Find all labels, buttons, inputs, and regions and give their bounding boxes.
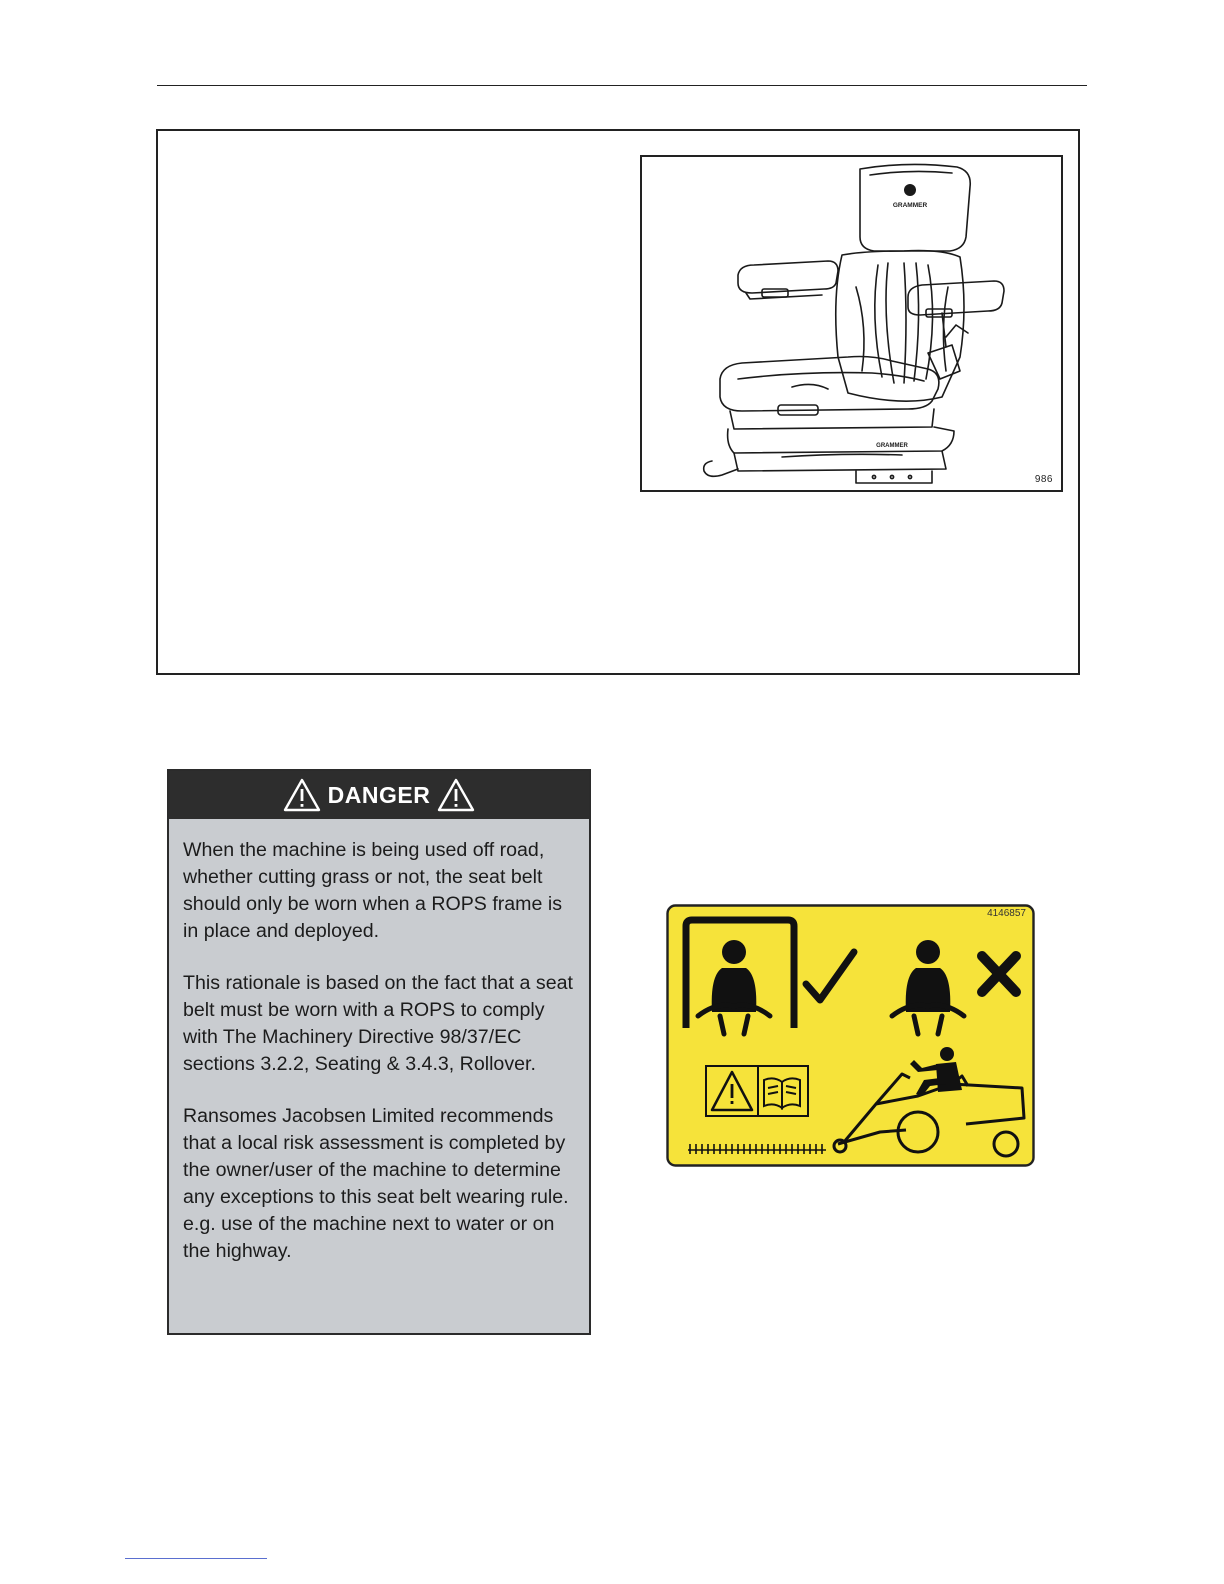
figure-number: 986 — [1034, 474, 1053, 485]
seat-figure — [640, 155, 1063, 492]
footer-link-underline — [125, 1558, 267, 1559]
danger-header — [169, 771, 589, 819]
danger-paragraph: When the machine is being used off road, whether cutting grass or not, the seat belt should only be worn when a ROPS frame is in place and deployed. — [183, 839, 562, 942]
warning-triangle-icon — [436, 777, 476, 813]
danger-body — [169, 819, 589, 1265]
grammer-base-label: GRAMMER — [876, 443, 908, 449]
danger-paragraph: This rationale is based on the fact that a seat belt must be worn with a ROPS to comply with The Machinery Directive 98/37/EC sections 3.2.2, Seating & 3.4.3, Rollover. — [183, 972, 573, 1075]
danger-notice — [167, 769, 591, 1335]
danger-title: DANGER — [327, 781, 431, 808]
decal-part-number: 4146857 — [987, 908, 1026, 919]
danger-paragraph: Ransomes Jacobsen Limited recommends that a local risk assessment is completed by the owner/user of the machine to determine any exceptions to this seat belt wearing rule. e.g. use of the machine next to water or on the highway. — [183, 1105, 569, 1262]
warning-triangle-icon — [282, 777, 322, 813]
grammer-seat-illustration — [642, 157, 1061, 490]
header-rule — [157, 85, 1087, 86]
decal-graphic — [666, 904, 1035, 1167]
grammer-brand-label: GRAMMER — [892, 202, 928, 209]
seat-belt-decal — [666, 904, 1035, 1167]
grammer-logo-icon — [904, 184, 916, 196]
